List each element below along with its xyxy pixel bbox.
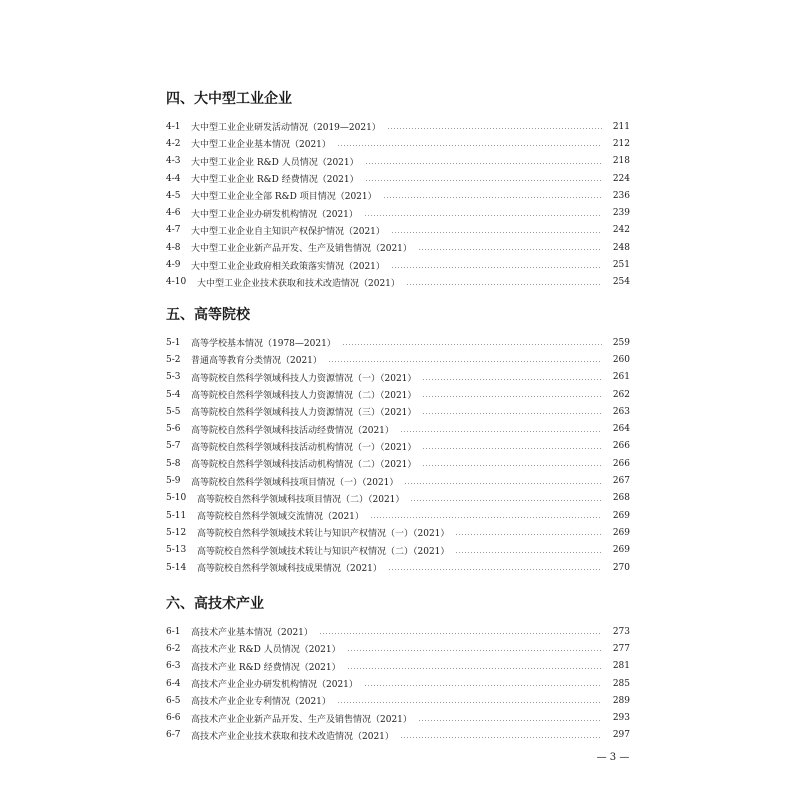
toc-entry[interactable]: [166, 239, 630, 256]
dot-leader: [370, 517, 602, 518]
page-number-footer: — 3 —: [596, 752, 630, 763]
toc-entry[interactable]: [166, 524, 630, 541]
dot-leader: [455, 534, 602, 535]
dot-leader: [365, 180, 602, 181]
toc-entry-number: 5-12: [166, 527, 187, 538]
toc-entry-title: 高等院校自然科学领域科技人力资源情况（二）（2021）: [191, 391, 417, 402]
toc-entry-number: 5-9: [166, 476, 181, 487]
toc-entry[interactable]: [166, 334, 630, 351]
toc-entry-page: 266: [612, 441, 630, 452]
dot-leader: [319, 633, 602, 634]
toc-entry-title: 大中型工业企业基本情况（2021）: [191, 140, 331, 151]
toc-entry-number: 5-7: [166, 441, 181, 452]
toc-entry-number: 4-3: [166, 156, 181, 167]
dot-leader: [455, 552, 602, 553]
toc-entry-title: 高等院校自然科学领域技术转让与知识产权情况（一）（2021）: [197, 529, 450, 540]
toc-entry-page: 269: [612, 545, 630, 556]
toc-entry-title: 高技术产业 R&D 经费情况（2021）: [191, 662, 341, 673]
toc-entry-page: 297: [612, 730, 630, 741]
toc-entry-title: 高技术产业企业新产品开发、生产及销售情况（2021）: [191, 714, 412, 725]
toc-entry-page: 242: [612, 225, 630, 236]
dot-leader: [391, 267, 602, 268]
dot-leader: [342, 344, 602, 345]
toc-entry-number: 5-2: [166, 354, 181, 365]
toc-entry[interactable]: [166, 204, 630, 221]
toc-entry-page: 269: [612, 527, 630, 538]
dot-leader: [328, 361, 602, 362]
toc-entry-page: 239: [612, 208, 630, 219]
dot-leader: [364, 685, 602, 686]
toc-entry-number: 5-6: [166, 424, 181, 435]
toc-entry-number: 4-7: [166, 225, 181, 236]
dot-leader: [422, 396, 602, 397]
dot-leader: [364, 215, 602, 216]
toc-entry-number: 5-5: [166, 406, 181, 417]
toc-entry-page: 277: [612, 643, 630, 654]
dot-leader: [422, 379, 602, 380]
dot-leader: [418, 249, 602, 250]
toc-entry-page: 267: [612, 476, 630, 487]
toc-entry-number: 5-14: [166, 562, 187, 573]
toc-entry[interactable]: [166, 256, 630, 273]
toc-entry[interactable]: [166, 542, 630, 559]
toc-entry-page: 224: [612, 173, 630, 184]
dot-leader: [387, 128, 602, 129]
toc-entry-page: 270: [612, 562, 630, 573]
toc-entry-page: 268: [612, 493, 630, 504]
toc-section-large-medium-industrial: [166, 89, 630, 291]
dot-leader: [406, 284, 602, 285]
toc-entry-number: 4-2: [166, 138, 181, 149]
toc-entry-title: 大中型工业企业办研发机构情况（2021）: [191, 209, 358, 220]
toc-entry[interactable]: [166, 507, 630, 524]
toc-entry-page: 273: [612, 626, 630, 637]
toc-entry[interactable]: [166, 490, 630, 507]
toc-entry[interactable]: [166, 623, 630, 640]
dot-leader: [400, 737, 602, 738]
toc-entry-title: 高技术产业企业专利情况（2021）: [191, 697, 331, 708]
toc-entry-title: 大中型工业企业全部 R&D 项目情况（2021）: [191, 192, 377, 203]
toc-entry[interactable]: [166, 640, 630, 657]
toc-entry-title: 大中型工业企业政府相关政策落实情况（2021）: [191, 261, 385, 272]
toc-entry-page: 261: [612, 372, 630, 383]
toc-entry-page: 260: [612, 354, 630, 365]
toc-entry-title: 高等学校基本情况（1978—2021）: [191, 339, 336, 350]
toc-entry-title: 高等院校自然科学领域科技成果情况（2021）: [197, 564, 382, 574]
section-title: 四、大中型工业企业: [166, 91, 292, 107]
toc-entry-title: 高等院校自然科学领域科技活动机构情况（一）（2021）: [191, 442, 417, 453]
toc-entry-title: 大中型工业企业新产品开发、生产及销售情况（2021）: [191, 244, 412, 255]
dot-leader: [418, 720, 602, 721]
toc-entry-number: 4-9: [166, 260, 181, 271]
toc-entry[interactable]: [166, 709, 630, 726]
dot-leader: [400, 431, 602, 432]
toc-entry-title: 高技术产业企业办研发机构情况（2021）: [191, 680, 358, 691]
toc-entry-number: 5-1: [166, 337, 181, 348]
toc-entry-number: 6-3: [166, 661, 181, 672]
toc-entry[interactable]: [166, 455, 630, 472]
toc-entry-number: 6-4: [166, 678, 181, 689]
toc-entry-page: 266: [612, 458, 630, 469]
dot-leader: [337, 145, 602, 146]
toc-entry[interactable]: [166, 727, 630, 744]
toc-entry-number: 4-4: [166, 173, 181, 184]
toc-entry-number: 4-5: [166, 190, 181, 201]
toc-entry-title: 大中型工业企业技术获取和技术改造情况（2021）: [197, 278, 400, 289]
toc-entry-title: 高技术产业 R&D 人员情况（2021）: [191, 645, 341, 656]
toc-entry-title: 大中型工业企业 R&D 人员情况（2021）: [191, 157, 359, 168]
toc-entry-number: 4-10: [166, 277, 187, 288]
toc-entry-page: 254: [612, 277, 630, 288]
toc-entry[interactable]: [166, 692, 630, 709]
toc-entry[interactable]: [166, 386, 630, 403]
toc-entry-number: 5-4: [166, 389, 181, 400]
toc-entry[interactable]: [166, 438, 630, 455]
toc-entry-number: 6-2: [166, 643, 181, 654]
toc-entry-number: 4-6: [166, 208, 181, 219]
toc-entry-title: 高等院校自然科学领域科技人力资源情况（一）（2021）: [191, 373, 417, 384]
toc-entry-page: 269: [612, 510, 630, 521]
dot-leader: [422, 413, 602, 414]
toc-entry-page: 263: [612, 406, 630, 417]
toc-entry[interactable]: [166, 118, 630, 135]
toc-entry-page: 251: [612, 260, 630, 271]
section-title: 六、高技术产业: [166, 596, 264, 612]
section-title: 五、高等院校: [166, 307, 250, 323]
toc-entry-page: 248: [612, 242, 630, 253]
toc-entry-page: 281: [612, 661, 630, 672]
toc-entry-number: 5-13: [166, 545, 187, 556]
toc-entry-title: 高等院校自然科学领域科技人力资源情况（三）（2021）: [191, 408, 417, 419]
toc-entry[interactable]: [166, 135, 630, 152]
dot-leader: [404, 483, 602, 484]
toc-entry[interactable]: [166, 222, 630, 239]
toc-entry[interactable]: [166, 658, 630, 675]
toc-entry[interactable]: [166, 675, 630, 692]
toc-entry[interactable]: [166, 170, 630, 187]
dot-leader: [347, 650, 602, 651]
toc-entry-title: 大中型工业企业 R&D 经费情况（2021）: [191, 175, 359, 186]
dot-leader: [422, 448, 602, 449]
toc-entry[interactable]: [166, 472, 630, 489]
toc-entry-title: 高等院校自然科学领域科技活动经费情况（2021）: [191, 425, 394, 436]
toc-entry-number: 4-8: [166, 242, 181, 253]
toc-entry-title: 高等院校自然科学领域科技活动机构情况（二）（2021）: [191, 460, 417, 471]
toc-section-high-tech-industry: [166, 594, 630, 744]
dot-leader: [410, 500, 602, 501]
toc-entry[interactable]: [166, 369, 630, 386]
toc-entry-number: 5-3: [166, 372, 181, 383]
toc-entry-number: 6-7: [166, 730, 181, 741]
toc-entry-number: 5-8: [166, 458, 181, 469]
toc-entry-title: 高技术产业基本情况（2021）: [191, 628, 313, 639]
dot-leader: [422, 465, 602, 466]
toc-section-higher-education: [166, 305, 630, 576]
toc-entry[interactable]: [166, 559, 630, 576]
dot-leader: [388, 569, 602, 570]
toc-entry-page: 218: [612, 156, 630, 167]
toc-entry-number: 5-11: [166, 510, 187, 521]
toc-entry-title: 高等院校自然科学领域科技项目情况（一）（2021）: [191, 477, 399, 488]
toc-entry-page: 236: [612, 190, 630, 201]
dot-leader: [337, 702, 602, 703]
toc-entry[interactable]: [166, 187, 630, 204]
toc-entry-number: 4-1: [166, 121, 181, 132]
dot-leader: [347, 668, 602, 669]
dot-leader: [383, 197, 602, 198]
toc-entry-page: 262: [612, 389, 630, 400]
toc-entry[interactable]: [166, 403, 630, 420]
toc-entry-number: 5-10: [166, 493, 187, 504]
toc-entry-title: 高等院校自然科学领域技术转让与知识产权情况（二）（2021）: [197, 546, 450, 557]
toc-entry[interactable]: [166, 153, 630, 170]
toc-entry-page: 212: [612, 138, 630, 149]
toc-entry-page: 211: [612, 121, 630, 132]
toc-entry-number: 6-5: [166, 695, 181, 706]
toc-entry-page: 264: [612, 424, 630, 435]
toc-entry-number: 6-6: [166, 713, 181, 724]
toc-entry[interactable]: [166, 420, 630, 437]
toc-entry-number: 6-1: [166, 626, 181, 637]
dot-leader: [391, 232, 602, 233]
toc-entry-page: 259: [612, 337, 630, 348]
toc-entry[interactable]: [166, 351, 630, 368]
toc-entry-title: 高等院校自然科学领域交流情况（2021）: [197, 512, 364, 523]
toc-entry-title: 大中型工业企业研发活动情况（2019—2021）: [191, 123, 381, 134]
toc-entry-page: 289: [612, 695, 630, 706]
toc-entry-title: 大中型工业企业自主知识产权保护情况（2021）: [191, 226, 385, 237]
toc-entry-title: 高技术产业企业技术获取和技术改造情况（2021）: [191, 731, 394, 742]
toc-entry-page: 293: [612, 713, 630, 724]
toc-entry-title: 高等院校自然科学领域科技项目情况（二）（2021）: [197, 494, 405, 505]
toc-entry-page: 285: [612, 678, 630, 689]
dot-leader: [365, 163, 602, 164]
toc-entry[interactable]: [166, 274, 630, 291]
toc-entry-title: 普通高等教育分类情况（2021）: [191, 356, 322, 367]
